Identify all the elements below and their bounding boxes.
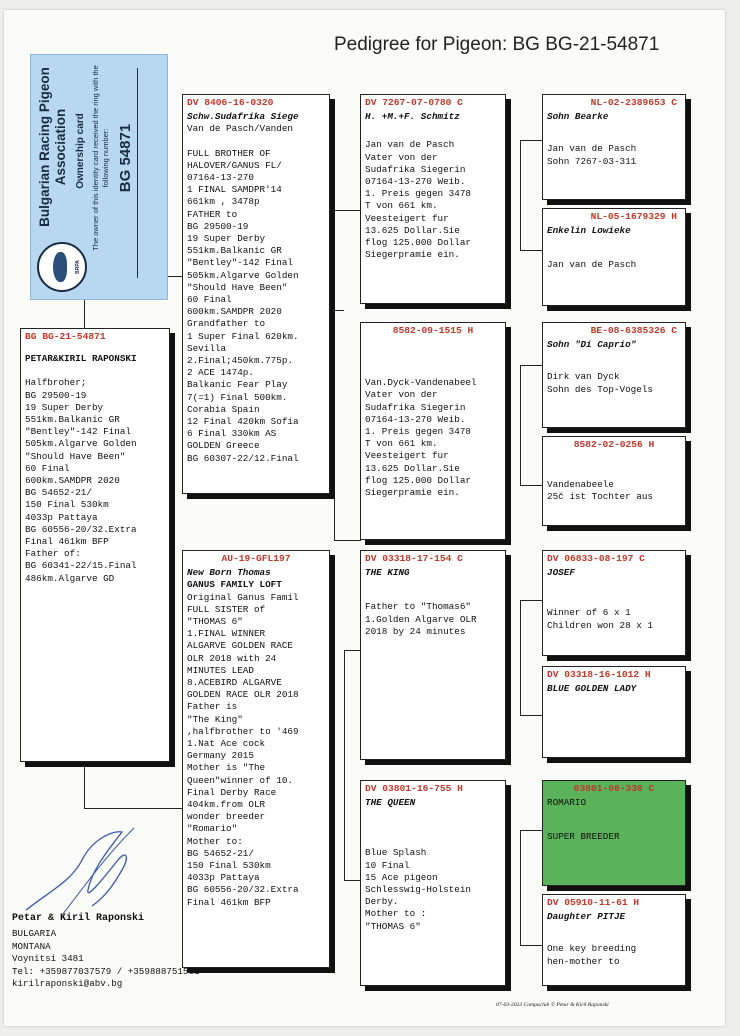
pigeon-info: Jan van de Pasch	[547, 259, 637, 271]
connector	[334, 310, 344, 311]
card-org-name: Bulgarian Racing Pigeon Association	[37, 67, 68, 227]
connector	[344, 650, 361, 651]
page-title: Pedigree for Pigeon: BG BG-21-54871	[334, 34, 660, 55]
connector	[520, 140, 521, 250]
pigeon-info: Father to "Thomas6" 1.Golden Algarve OLR 2018 by 24 minutes	[365, 601, 477, 637]
pigeon-name: ROMARIO	[547, 797, 587, 809]
ring-number: DV 7267-07-0780 C	[365, 97, 463, 108]
sire-sire-box[interactable]	[360, 94, 506, 304]
pigeon-name: Daughter PITJE	[547, 911, 626, 923]
owner-address: BULGARIA MONTANA Voynitsi 3481 Tel: +359877037579 / +359888751561 kirilraponski@abv.bg	[12, 928, 200, 989]
pigeon-info: Winner of 6 x 1 Children won 28 x 1	[547, 607, 654, 631]
connector	[84, 762, 85, 808]
connector	[520, 485, 542, 486]
card-ring-number: BG 54871	[117, 123, 134, 193]
connector	[520, 830, 521, 945]
card-signature-line	[137, 68, 138, 278]
ring-number: DV 03318-16-1012 H	[547, 669, 651, 680]
subject-pigeon-box[interactable]	[20, 328, 170, 762]
ring-number: NL-05-1679329 H	[590, 211, 677, 222]
connector	[334, 540, 361, 541]
dss-box[interactable]	[542, 550, 686, 656]
sire-dam-box[interactable]	[360, 322, 506, 540]
pigeon-info: Dirk van Dyck Sohn des Top-Vogels	[547, 371, 654, 395]
dam-sire-box[interactable]	[360, 550, 506, 760]
pigeon-breeder: Van de Pasch/Vanden	[187, 123, 294, 135]
pigeon-info: Jan van de Pasch Sohn 7267-03-311	[547, 143, 637, 167]
connector	[520, 600, 521, 715]
connector	[168, 276, 182, 277]
pigeon-breeder: GANUS FAMILY LOFT	[187, 579, 282, 591]
pigeon-info: Halfbroher; BG 29500-19 19 Super Derby 551km.Balkanic GR "Bentley"-142 Final 505km.Algarve Golden "Should Have Been" 60 Final 600km.SAMDPR 2020 BG 54652-21/ 150 Final 530km 4033p Pattaya BG 60556-20/32.Extra Final 461km BFP Father of: BG 60341-22/15.Final 486km.Algarve GD	[25, 377, 137, 584]
pigeon-info: Vandenabeele 25č ist Tochter aus	[547, 479, 654, 503]
connector	[520, 830, 542, 831]
pigeon-name: Sohn "Di Caprio"	[547, 339, 637, 351]
connector	[334, 210, 335, 540]
pigeon-info: Jan van de Pasch Vater von der Sudafrika Siegerin 07164-13-270 Weib. 1. Preis gegen 3478 T von 661 km. Veesteigert fur 13.625 Dollar.Sie flog 125.000 Dollar Siegerpramie ein.	[365, 139, 472, 261]
card-heading: Ownership card	[75, 113, 86, 189]
connector	[334, 210, 361, 211]
signature-graphic	[22, 820, 142, 920]
ring-number: DV 06833-08-197 C	[547, 553, 645, 564]
pigeon-name: THE KING	[365, 567, 410, 579]
dam-dam-box[interactable]	[360, 780, 506, 986]
connector	[520, 140, 542, 141]
owner-name: Petar & Kiril Raponski	[12, 913, 145, 924]
ring-number: AU-19-GFL197	[221, 553, 291, 564]
pigeon-info: SUPER BREEDER	[547, 831, 620, 843]
sds-box[interactable]	[542, 322, 686, 428]
connector	[520, 365, 521, 485]
sire-box[interactable]	[182, 94, 330, 494]
connector	[344, 880, 361, 881]
pigeon-name: New Born Thomas	[187, 567, 271, 579]
sdd-box[interactable]	[542, 436, 686, 526]
pigeon-info: Van.Dyck-Vandenabeel Vater von der Sudafrika Siegerin 07164-13-270 Weib. 1. Preis gegen 3478 T von 661 km. Veesteigert fur 13.625 Dollar.Sie flog 125.000 Dollar Siegerpramie ein.	[365, 377, 477, 499]
pigeon-info: FULL BROTHER OF HALOVER/GANUS FL/ 07164-13-270 1 FINAL SAMDPR'14 661km , 3478p FATHER to BG 29500-19 19 Super Derby 551km.Balkanic GR "Bentley"-142 Final 505km.Algarve Golden "Should Have Been" 60 Final 600km.SAMDPR 2020 Grandfather to 1 Super Final 620km. Sevilla 2.Final;450km.775p. 2 ACE 1474p. Balkanic Fear Play 7(=1) Final 500km. Corabia Spain 12 Final 420km Sofia 6 Final 330km AS GOLDEN Greece BG 60307-22/12.Final	[187, 147, 299, 464]
sss-box[interactable]	[542, 94, 686, 200]
ring-number: 8582-02-0256 H	[573, 439, 655, 450]
pigeon-name: BLUE GOLDEN LADY	[547, 683, 637, 695]
pigeon-name: Sohn Bearke	[547, 111, 609, 123]
pigeon-name: PETAR&KIRIL RAPONSKI	[25, 353, 137, 365]
connector	[84, 300, 85, 328]
ring-number: DV 05910-11-61 H	[547, 897, 640, 908]
ring-number: DV 03318-17-154 C	[365, 553, 463, 564]
ownership-card	[30, 54, 168, 300]
ring-number: 03801-06-338 C	[573, 783, 655, 794]
pigeon-name: Schw.Sudafrika Siege	[187, 111, 299, 123]
connector	[84, 808, 184, 809]
pigeon-name: Enkelin Lowieke	[547, 225, 631, 237]
connector	[520, 250, 542, 251]
connector	[520, 600, 542, 601]
card-text: The owner of this identity card received the ring with the following number:	[91, 65, 110, 251]
connector	[520, 715, 542, 716]
pigeon-name: JOSEF	[547, 567, 575, 579]
connector	[520, 945, 542, 946]
connector	[520, 365, 542, 366]
association-logo: BRPA	[37, 242, 87, 292]
pedigree-sheet	[4, 10, 725, 1026]
ring-number: 8582-09-1515 H	[392, 325, 474, 336]
ring-number: DV 8406-16-0320	[187, 97, 274, 108]
pigeon-name: H. +M.+F. Schmitz	[365, 111, 460, 123]
ring-number: DV 03801-16-755 H	[365, 783, 463, 794]
ssd-box[interactable]	[542, 208, 686, 306]
ring-number: NL-02-2389653 C	[590, 97, 677, 108]
pigeon-info: Blue Splash 10 Final 15 Ace pigeon Schlesswig-Holstein Derby. Mother to : "THOMAS 6"	[365, 847, 472, 932]
connector	[344, 650, 345, 880]
print-credit: 07-03-2023 Compuclub © Petar & Kiril Raponski	[496, 1002, 609, 1008]
ring-number: BG BG-21-54871	[25, 331, 106, 342]
dds-box[interactable]	[542, 780, 686, 886]
dam-box[interactable]	[182, 550, 330, 968]
ring-number: BE-08-6385326 C	[590, 325, 677, 336]
pigeon-info: One key breeding hen-mother to	[547, 943, 637, 967]
dsd-box[interactable]	[542, 666, 686, 758]
pigeon-icon	[53, 252, 67, 282]
pigeon-info: Original Ganus Famil FULL SISTER of "THOMAS 6" 1.FINAL WINNER ALGARVE GOLDEN RACE OLR 2018 with 24 MINUTES LEAD 8.ACEBIRD ALGARVE GOLDEN RACE OLR 2018 Father is "The King" ,halfbrother to '469 1.Nat Ace cock Germany 2015 Mother is "The Queen"winner of 10. Final Derby Race 404km.from OLR wonder breeder "Romario" Mother to: BG 54652-21/ 150 Final 530km 4033p Pattaya BG 60556-20/32.Extra Final 461km BFP	[187, 591, 299, 908]
pigeon-name: THE QUEEN	[365, 797, 416, 809]
ddd-box[interactable]	[542, 894, 686, 986]
